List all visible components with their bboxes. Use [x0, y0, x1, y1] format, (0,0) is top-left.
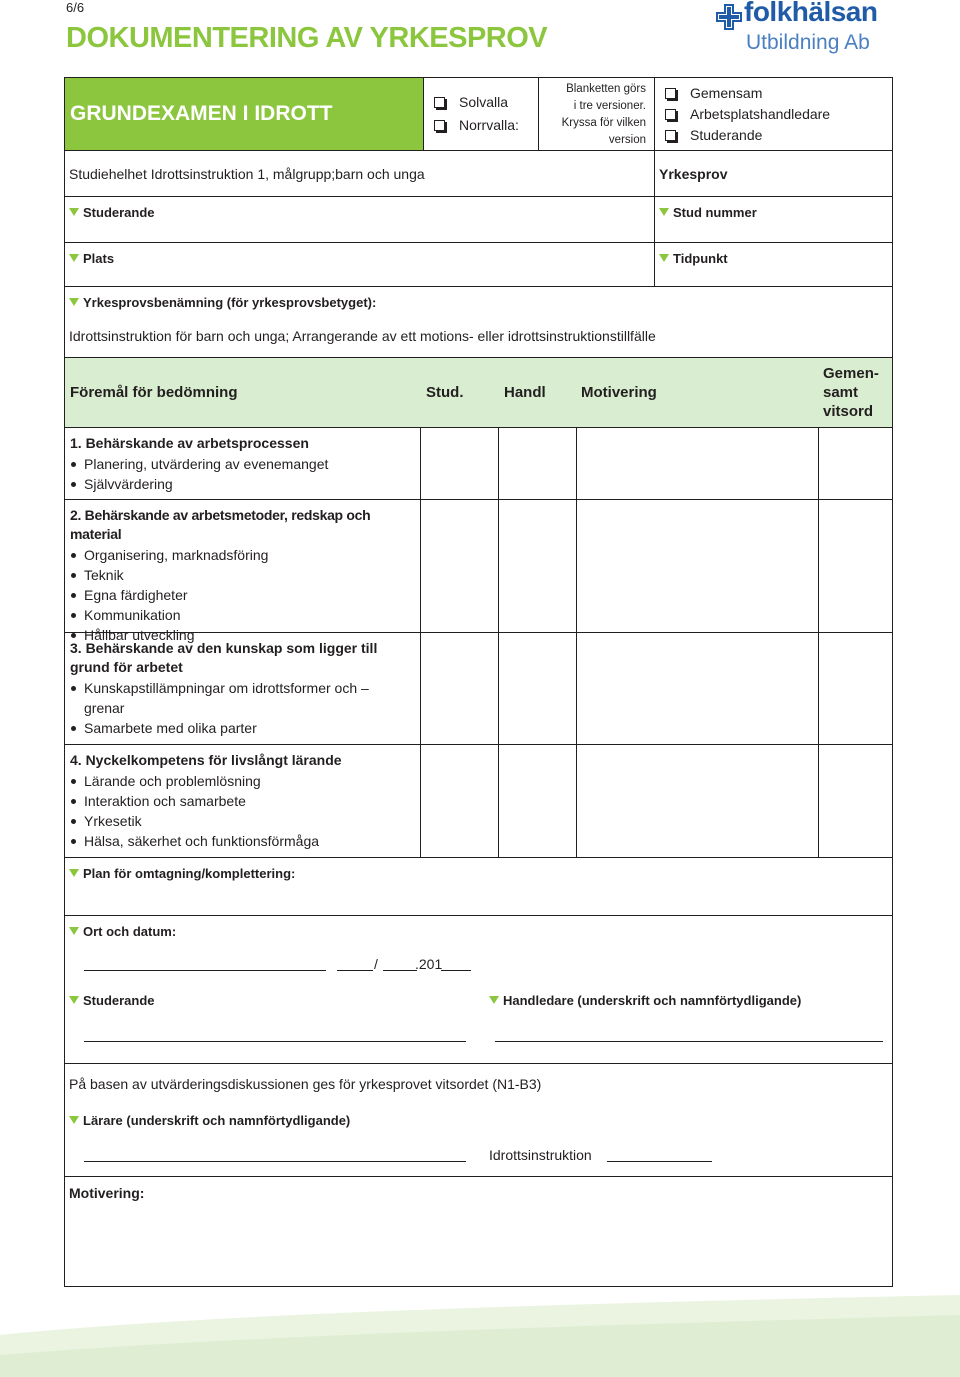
list-item: Egna färdigheter	[70, 585, 420, 605]
list-item: Teknik	[70, 565, 420, 585]
studiehelhet-text: Studiehelhet Idrottsinstruktion 1, målgrupp;barn och unga	[69, 166, 425, 182]
handl-grade-cell[interactable]	[498, 427, 577, 500]
yrkesprov-label: Yrkesprov	[659, 166, 728, 182]
criterion-3	[64, 632, 421, 745]
versions-note-line: Blanketten görs	[566, 83, 646, 95]
col-gemensamt-vitsord: Gemen- samt vitsord	[823, 365, 879, 420]
col-handl: Handl	[504, 384, 546, 401]
gemensamt-grade-cell[interactable]	[818, 499, 893, 633]
col-motivering: Motivering	[581, 384, 657, 401]
larare-signature-label: Lärare (underskrift och namnförtydligande)	[83, 1113, 351, 1128]
version-studerande[interactable]: Studerande	[665, 127, 762, 143]
criterion-title: 2. Behärskande av arbetsmetoder, redskap och material	[70, 507, 371, 542]
criterion-1	[64, 427, 421, 500]
version-options	[654, 77, 893, 151]
criterion-2	[64, 499, 421, 643]
handledare-signature-label: Handledare (underskrift och namnförtydligande)	[503, 993, 802, 1008]
tidpunkt-label: Tidpunkt	[673, 251, 728, 266]
stud-nummer-field[interactable]	[654, 196, 893, 243]
cross-icon	[716, 4, 742, 30]
criterion-title: 4. Nyckelkompetens för livslångt lärande	[70, 752, 342, 768]
gemensamt-grade-cell[interactable]	[818, 744, 893, 858]
list-item: Självvärdering	[70, 474, 420, 494]
logo-subtitle: Utbildning Ab	[746, 31, 870, 54]
triangle-marker-icon	[69, 254, 79, 262]
versions-note-line: i tre versioner.	[573, 100, 646, 112]
list-item: Yrkesetik	[70, 811, 420, 831]
triangle-marker-icon	[489, 996, 499, 1004]
criterion-title: 1. Behärskande av arbetsprocessen	[70, 435, 309, 451]
list-item: Planering, utvärdering av evenemanget	[70, 454, 420, 474]
handl-grade-cell[interactable]	[498, 632, 577, 745]
yrkesprovsbenamning-cell	[64, 286, 893, 358]
benamning-label: Yrkesprovsbenämning (för yrkesprovsbetyget):	[83, 295, 377, 310]
motivering-cell[interactable]	[576, 427, 819, 500]
stud-nummer-label: Stud nummer	[673, 205, 757, 220]
list-item: Kommunikation	[70, 605, 420, 625]
list-item: Hållbar utveckling	[70, 625, 420, 645]
plats-field[interactable]	[64, 242, 655, 287]
year-prefix: .201	[415, 956, 443, 972]
triangle-marker-icon	[69, 1116, 79, 1124]
studerande-signature-label: Studerande	[83, 993, 155, 1008]
motivering-cell[interactable]	[576, 744, 819, 858]
motivering-cell[interactable]	[576, 632, 819, 745]
plan-label: Plan för omtagning/komplettering:	[83, 866, 296, 881]
version-arbetsplatshandledare[interactable]: Arbetsplatshandledare	[665, 106, 830, 122]
checkbox-icon[interactable]	[434, 120, 445, 131]
stud-grade-cell[interactable]	[420, 427, 499, 500]
studerande-field[interactable]	[64, 196, 655, 243]
folkhalsan-logo	[716, 2, 951, 58]
triangle-marker-icon	[659, 208, 669, 216]
stud-grade-cell[interactable]	[420, 632, 499, 745]
plats-label: Plats	[83, 251, 115, 266]
triangle-marker-icon	[69, 927, 79, 935]
motivering-block[interactable]	[64, 1176, 893, 1287]
stud-grade-cell[interactable]	[420, 744, 499, 858]
program-title: GRUNDEXAMEN I IDROTT	[70, 102, 333, 125]
triangle-marker-icon	[69, 298, 79, 306]
studerande-signature-line[interactable]	[84, 1041, 466, 1042]
list-item: Lärande och problemlösning	[70, 771, 420, 791]
studerande-label: Studerande	[83, 205, 155, 220]
list-item: Samarbete med olika parter	[70, 718, 375, 738]
year-line[interactable]	[441, 970, 471, 971]
location-norrvalla[interactable]: Norrvalla:	[434, 117, 519, 133]
studiehelhet-cell	[64, 150, 655, 197]
versions-note-line: Kryssa för vilken	[561, 117, 646, 129]
date-separator: /	[374, 956, 378, 972]
list-item: Organisering, marknadsföring	[70, 545, 420, 565]
location-solvalla[interactable]: Solvalla	[434, 94, 508, 110]
gemensamt-grade-cell[interactable]	[818, 632, 893, 745]
day-line[interactable]	[337, 970, 373, 971]
location-options	[423, 77, 539, 151]
program-header	[64, 77, 424, 151]
checkbox-icon[interactable]	[665, 88, 676, 99]
plan-field[interactable]	[64, 857, 893, 916]
signatures-block	[64, 915, 893, 1064]
triangle-marker-icon	[69, 996, 79, 1004]
checkbox-icon[interactable]	[665, 130, 676, 141]
handl-grade-cell[interactable]	[498, 499, 577, 633]
triangle-marker-icon	[69, 208, 79, 216]
grade-line[interactable]	[607, 1161, 712, 1162]
ort-signature-line[interactable]	[84, 970, 326, 971]
versions-note	[538, 77, 655, 151]
list-item: Hälsa, säkerhet och funktionsförmåga	[70, 831, 420, 851]
motivering-cell[interactable]	[576, 499, 819, 633]
tidpunkt-field[interactable]	[654, 242, 893, 287]
benamning-text: Idrottsinstruktion för barn och unga; Arrangerande av ett motions- eller idrottsinstruktionstillfälle	[69, 328, 656, 344]
teacher-block	[64, 1063, 893, 1177]
triangle-marker-icon	[69, 869, 79, 877]
criterion-title: 3. Behärskande av den kunskap som ligger till grund för arbetet	[70, 640, 378, 675]
checkbox-icon[interactable]	[434, 97, 445, 108]
ort-datum-label: Ort och datum:	[83, 924, 177, 939]
vitsord-text: På basen av utvärderingsdiskussionen ges för yrkesprovet vitsordet (N1-B3)	[69, 1076, 542, 1092]
document-title: DOKUMENTERING AV YRKESPROV	[66, 22, 548, 54]
handl-grade-cell[interactable]	[498, 744, 577, 858]
criterion-4	[64, 744, 421, 858]
page-number: 6/6	[66, 0, 85, 15]
list-item: Kunskapstillämpningar om idrottsformer och – grenar	[70, 678, 375, 718]
assessment-table-header	[64, 357, 893, 428]
month-line[interactable]	[383, 970, 417, 971]
yrkesprov-cell	[654, 150, 893, 197]
checkbox-icon[interactable]	[665, 109, 676, 120]
idrottsinstruktion-label: Idrottsinstruktion	[489, 1147, 592, 1163]
versions-note-line: version	[608, 134, 646, 146]
logo-brand: folkhälsan	[744, 0, 878, 27]
larare-signature-line[interactable]	[84, 1161, 466, 1162]
version-gemensam[interactable]: Gemensam	[665, 85, 762, 101]
stud-grade-cell[interactable]	[420, 499, 499, 633]
footer-wave-decoration	[0, 1295, 960, 1377]
handledare-signature-line[interactable]	[495, 1041, 883, 1042]
list-item: Interaktion och samarbete	[70, 791, 420, 811]
gemensamt-grade-cell[interactable]	[818, 427, 893, 500]
triangle-marker-icon	[659, 254, 669, 262]
col-stud: Stud.	[426, 384, 464, 401]
col-foremal: Föremål för bedömning	[70, 384, 238, 401]
motivering-label: Motivering:	[69, 1185, 145, 1201]
